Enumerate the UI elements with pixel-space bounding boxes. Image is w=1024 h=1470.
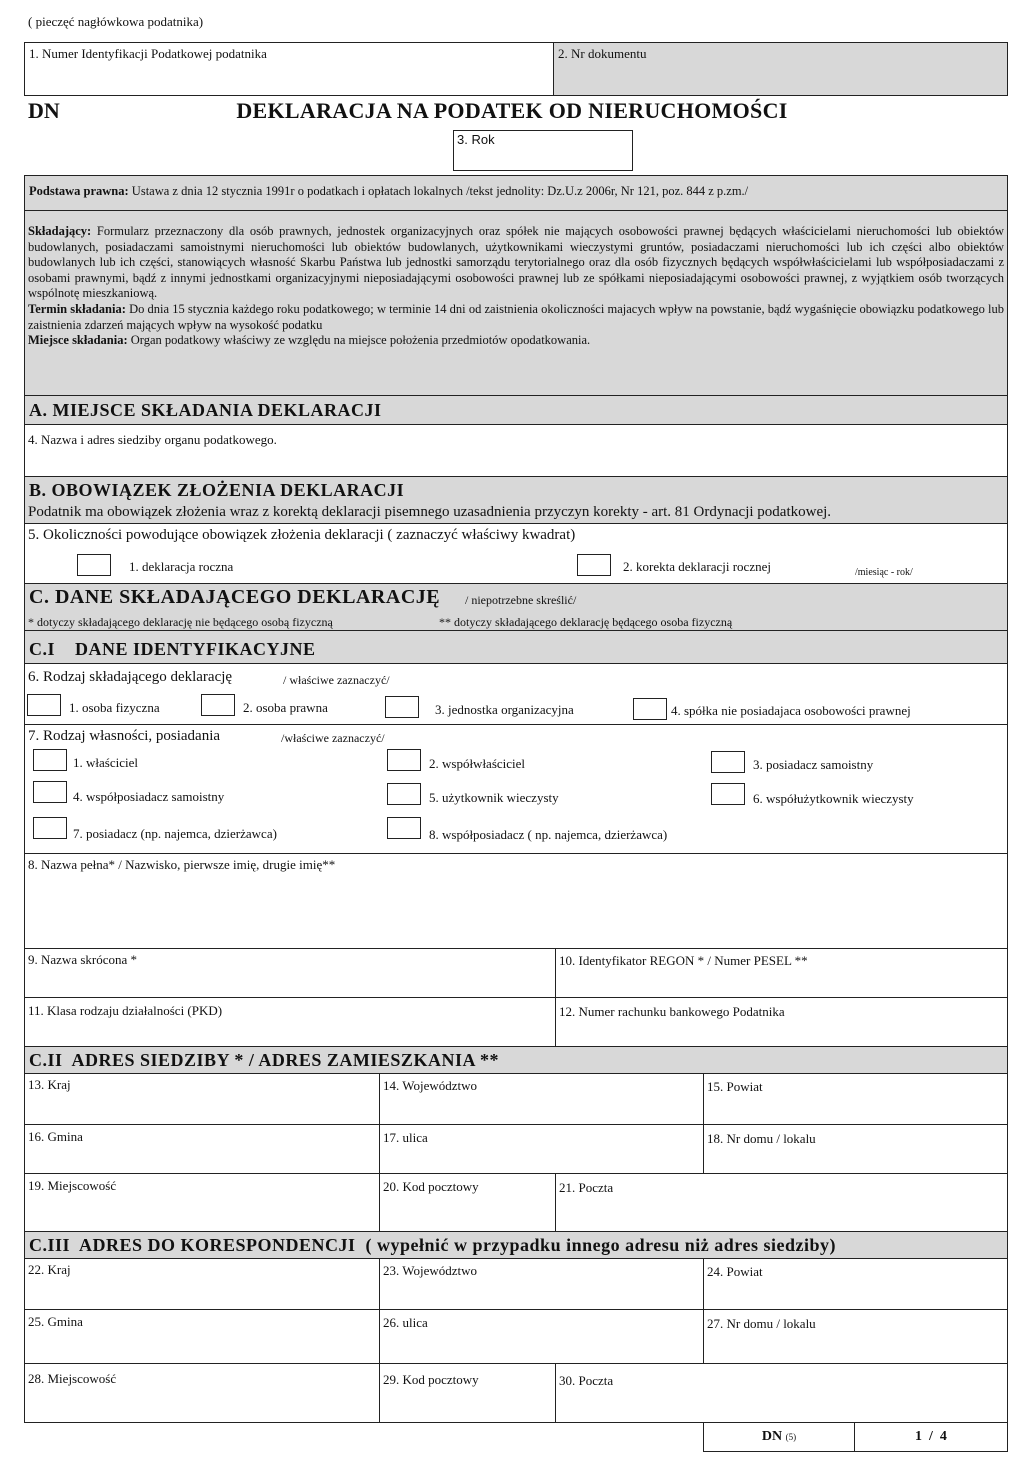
- year-label: 3. Rok: [457, 132, 495, 147]
- field-26-label: 26. ulica: [383, 1315, 428, 1330]
- deadline-body: Do dnia 15 stycznia każdego roku podatkowego; w terminie 14 dni od zaistnienia okoliczności majacych wpływ na powstanie, bądź wygaśnięcie obowiązku podatkowego lub zaistnienia zdarzeń mających wpływ na wysokość podatku: [28, 301, 1005, 332]
- field-20-postal-code[interactable]: [379, 1173, 556, 1232]
- field-25-label: 25. Gmina: [28, 1314, 83, 1329]
- filer-info-text: [28, 224, 1004, 349]
- doc-number-label: 2. Nr dokumentu: [558, 46, 647, 61]
- section-b-header: [24, 476, 1008, 524]
- section-b-note: Podatnik ma obowiązek złożenia wraz z korektą deklaracji pisemnego uzasadnienia przyczyn korekty - art. 81 Ordynacji podatkowej.: [28, 504, 832, 520]
- legal-basis-text: [29, 184, 999, 200]
- checkbox-legal-person[interactable]: [201, 694, 235, 716]
- checkbox-co-owner[interactable]: [387, 749, 421, 771]
- note-natural-person: ** dotyczy składającego deklarację będącego osoba fizyczną: [439, 615, 733, 629]
- note-legal-person: * dotyczy składającego deklarację nie będącego osobą fizyczną: [28, 615, 333, 629]
- field-18-house-number[interactable]: [703, 1124, 1008, 1174]
- option-independent-co-possessor: 4. współposiadacz samoistny: [73, 789, 225, 804]
- checkbox-co-possessor-tenant[interactable]: [387, 817, 421, 839]
- field-15-county[interactable]: [703, 1073, 1008, 1125]
- section-c2-heading: C.II ADRES SIEDZIBY * / ADRES ZAMIESZKANIA **: [29, 1050, 499, 1070]
- field-14-voivodeship[interactable]: [379, 1073, 704, 1125]
- field-25-commune[interactable]: [24, 1309, 380, 1364]
- filer-bold: Składający:: [28, 224, 92, 238]
- footer-code: DN: [761, 1429, 783, 1444]
- option-partnership: 4. spółka nie posiadajaca osobowości prawnej: [671, 703, 911, 718]
- section-c-header: [24, 583, 1008, 631]
- field-14-label: 14. Województwo: [383, 1078, 478, 1093]
- field-11-pkd[interactable]: [24, 997, 556, 1047]
- section-a-header: [24, 395, 1008, 425]
- checkbox-perpetual-co-user[interactable]: [711, 783, 745, 805]
- place-bold: Miejsce składania:: [28, 333, 128, 348]
- form-title: DEKLARACJA NA PODATEK OD NIERUCHOMOŚCI: [236, 98, 788, 123]
- filer-body: Formularz przeznaczony dla osób prawnych, jednostek organizacyjnych oraz spółek nie mających osobowości prawnej będących właścicielami nieruchomości lub obiektów budowlanych, posiadaczami samoistnymi nieruchomości lub obiektów budowlanych, użytkownikami wieczystymi gruntów, posiadaczami nieruchomości lub ich części albo obiektów budowlanych lub ich części, stanowiących własność Skarbu Państwa lub jednostki samorządu terytorialnego oraz dla osób fizycznych będących współwłaścicielami lub współposiadaczami z osobami prawnymi, bądź z innymi jednostkami organizacyjnymi nieposiadającymi osobowości prawnej lub ze spółkami nieposiadającymi osobowości prawnej, z wyjątkiem osób tworzących wspólnotę mieszkaniową.: [28, 224, 1004, 301]
- field-24-county[interactable]: [703, 1258, 1008, 1310]
- field-8-label: 8. Nazwa pełna* / Nazwisko, pierwsze imię, drugie imię**: [28, 857, 336, 872]
- footer-version: (5): [785, 1432, 797, 1442]
- checkbox-perpetual-user[interactable]: [387, 783, 421, 805]
- section-c3-header: [24, 1231, 1008, 1259]
- section-c1-heading: C.I DANE IDENTYFIKACYJNE: [29, 639, 316, 659]
- field-29-label: 29. Kod pocztowy: [383, 1372, 479, 1387]
- field-20-label: 20. Kod pocztowy: [383, 1179, 479, 1194]
- field-27-house-number[interactable]: [703, 1309, 1008, 1364]
- field-7-label: 7. Rodzaj własności, posiadania: [28, 728, 221, 744]
- form-code: DN: [28, 98, 60, 123]
- field-30-label: 30. Poczta: [559, 1373, 614, 1388]
- field-23-label: 23. Województwo: [383, 1263, 478, 1278]
- option-legal-person: 2. osoba prawna: [243, 700, 328, 715]
- checkbox-declaration-correction[interactable]: [577, 554, 611, 576]
- field-9-label: 9. Nazwa skrócona *: [28, 952, 138, 967]
- nip-label: 1. Numer Identyfikacji Podatkowej podatnika: [29, 46, 267, 61]
- footer-page-number: 1 / 4: [915, 1429, 947, 1444]
- field-29-postal-code[interactable]: [379, 1363, 556, 1423]
- field-8-full-name[interactable]: [24, 853, 1008, 949]
- field-22-country[interactable]: [24, 1258, 380, 1310]
- field-23-voivodeship[interactable]: [379, 1258, 704, 1310]
- option-organizational-unit: 3. jednostka organizacyjna: [435, 702, 574, 717]
- field-12-label: 12. Numer rachunku bankowego Podatnika: [559, 1004, 785, 1019]
- field-15-label: 15. Powiat: [707, 1079, 763, 1094]
- field-28-locality[interactable]: [24, 1363, 380, 1423]
- field-4-tax-office[interactable]: [24, 424, 1008, 477]
- section-c2-header: [24, 1046, 1008, 1074]
- field-28-label: 28. Miejscowość: [28, 1371, 117, 1386]
- option-perpetual-co-user: 6. współużytkownik wieczysty: [753, 791, 914, 806]
- field-7-box: [24, 724, 1008, 854]
- legal-basis-box: [24, 175, 1008, 211]
- field-19-label: 19. Miejscowość: [28, 1178, 117, 1193]
- place-body: Organ podatkowy właściwy ze względu na miejsce położenia przedmiotów opodatkowania.: [127, 333, 591, 348]
- field-9-short-name[interactable]: [24, 948, 556, 998]
- field-13-country[interactable]: [24, 1073, 380, 1125]
- field-18-label: 18. Nr domu / lokalu: [707, 1131, 816, 1146]
- checkbox-owner[interactable]: [33, 749, 67, 771]
- field-21-post-office[interactable]: [555, 1173, 1008, 1232]
- checkbox-organizational-unit[interactable]: [385, 696, 419, 718]
- field-10-label: 10. Identyfikator REGON * / Numer PESEL **: [559, 953, 808, 968]
- option-independent-possessor: 3. posiadacz samoistny: [753, 757, 874, 772]
- footer-page-box: [854, 1422, 1008, 1452]
- filer-info-box: [24, 210, 1008, 396]
- nip-field[interactable]: [24, 42, 554, 96]
- legal-basis-body: Ustawa z dnia 12 stycznia 1991r o podatkach i opłatach lokalnych /tekst jednolity: Dz.U.z 2006r, Nr 121, poz. 844 z p.zm./: [128, 184, 749, 198]
- field-5-box: [24, 523, 1008, 584]
- field-30-post-office[interactable]: [555, 1363, 1008, 1423]
- checkbox-possessor-tenant[interactable]: [33, 817, 67, 839]
- field-6-box: [24, 663, 1008, 725]
- option-co-owner: 2. współwłaściciel: [429, 756, 526, 771]
- field-11-label: 11. Klasa rodzaju działalności (PKD): [28, 1003, 223, 1018]
- field-12-bank-account[interactable]: [555, 997, 1008, 1047]
- footer-form-code-box: [703, 1422, 855, 1452]
- deadline-bold: Termin składania:: [28, 301, 126, 316]
- checkbox-partnership[interactable]: [633, 698, 667, 720]
- stamp-label: ( pieczęć nagłówkowa podatnika): [28, 14, 204, 29]
- footer-form-code: [704, 1429, 854, 1445]
- field-4-label: 4. Nazwa i adres siedziby organu podatkowego.: [28, 432, 277, 447]
- legal-basis-bold: Podstawa prawna:: [29, 184, 129, 198]
- section-a-heading: A. MIEJSCE SKŁADANIA DEKLARACJI: [29, 400, 382, 420]
- option-natural-person: 1. osoba fizyczna: [69, 700, 160, 715]
- field-17-label: 17. ulica: [383, 1130, 428, 1145]
- year-field[interactable]: [453, 130, 633, 171]
- option-declaration-correction: 2. korekta deklaracji rocznej: [623, 559, 771, 574]
- section-c1-header: [24, 630, 1008, 664]
- strike-note: / niepotrzebne skreślić/: [465, 593, 577, 607]
- field-26-street[interactable]: [379, 1309, 704, 1364]
- section-c3-heading: C.III ADRES DO KORESPONDENCJI ( wypełnić w przypadku innego adresu niż adres siedziby): [29, 1235, 836, 1255]
- field-5-label: 5. Okoliczności powodujące obowiązek złożenia deklaracji ( zaznaczyć właściwy kwadrat): [28, 527, 576, 543]
- checkbox-independent-possessor[interactable]: [711, 751, 745, 773]
- checkbox-natural-person[interactable]: [27, 694, 61, 716]
- field-21-label: 21. Poczta: [559, 1180, 614, 1195]
- field-22-label: 22. Kraj: [28, 1262, 71, 1277]
- doc-number-field: [553, 42, 1008, 96]
- checkbox-independent-co-possessor[interactable]: [33, 781, 67, 803]
- option-owner: 1. właściciel: [73, 755, 138, 770]
- checkbox-annual-declaration[interactable]: [77, 554, 111, 576]
- month-year-hint: /miesiąc - rok/: [855, 567, 913, 578]
- section-b-heading: B. OBOWIĄZEK ZŁOŻENIA DEKLARACJI: [29, 480, 405, 500]
- option-possessor-tenant: 7. posiadacz (np. najemca, dzierżawca): [73, 826, 277, 841]
- field-19-locality[interactable]: [24, 1173, 380, 1232]
- field-16-label: 16. Gmina: [28, 1129, 83, 1144]
- option-co-possessor-tenant: 8. współposiadacz ( np. najemca, dzierżawca): [429, 827, 668, 842]
- option-perpetual-user: 5. użytkownik wieczysty: [429, 790, 559, 805]
- field-27-label: 27. Nr domu / lokalu: [707, 1316, 816, 1331]
- field-7-hint: /właściwe zaznaczyć/: [281, 731, 385, 745]
- field-16-commune[interactable]: [24, 1124, 380, 1174]
- field-6-hint: / właściwe zaznaczyć/: [283, 673, 390, 687]
- section-c-heading: C. DANE SKŁADAJĄCEGO DEKLARACJĘ: [29, 586, 441, 608]
- field-17-street[interactable]: [379, 1124, 704, 1174]
- option-annual-declaration: 1. deklaracja roczna: [129, 559, 234, 574]
- field-10-regon-pesel[interactable]: [555, 948, 1008, 998]
- field-6-label: 6. Rodzaj składającego deklarację: [28, 669, 233, 685]
- field-13-label: 13. Kraj: [28, 1077, 71, 1092]
- field-24-label: 24. Powiat: [707, 1264, 763, 1279]
